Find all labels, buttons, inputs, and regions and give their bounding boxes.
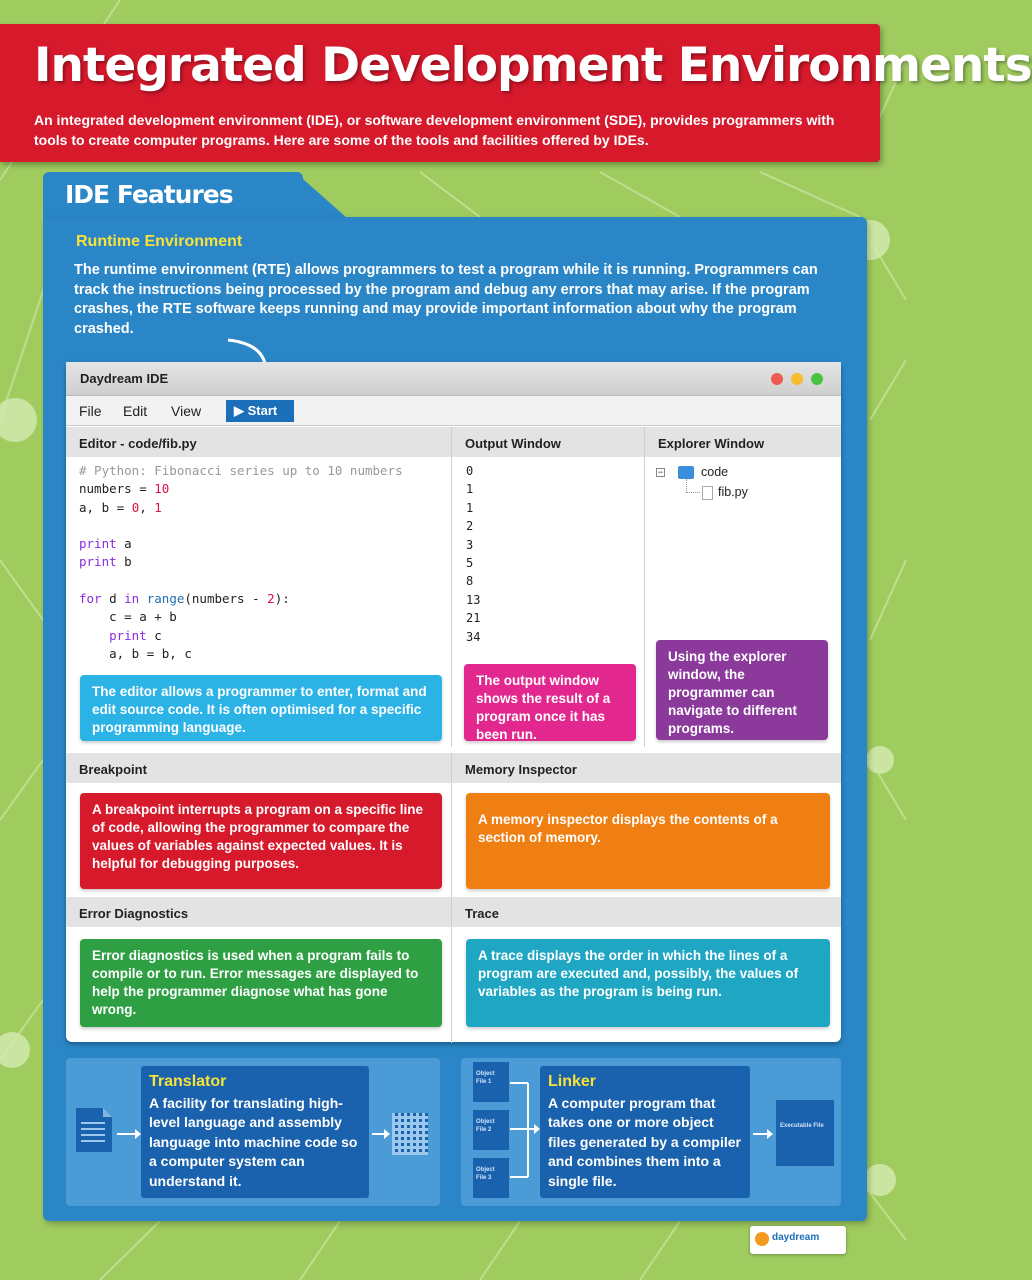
object-file-icon: Object File 2 <box>473 1110 509 1150</box>
arrow-icon <box>372 1133 386 1135</box>
intro-text: An integrated development environment (IDE), or software development environment (SDE), provides programmers with tools to create computer programs. Here are some of the tools and facilities offered by IDEs. <box>34 112 835 148</box>
play-icon: ▶ <box>234 403 248 418</box>
menu-file[interactable]: File <box>79 403 102 419</box>
code-editor[interactable]: # Python: Fibonacci series up to 10 numbers numbers = 10 a, b = 0, 1 print a print b for d in range(numbers - 2): c = a + b print c a, b = b, c <box>79 463 403 661</box>
translator-title: Translator <box>149 1073 227 1090</box>
output-line: 2 <box>466 519 474 534</box>
output-line: 21 <box>466 611 481 626</box>
output-line: 8 <box>466 574 474 589</box>
window-titlebar <box>66 362 841 396</box>
daydream-logo <box>750 1226 846 1254</box>
start-button[interactable] <box>226 400 294 422</box>
collapse-icon[interactable]: − <box>657 467 664 477</box>
explorer-note: Using the explorer window, the programmer can navigate to different programs. <box>656 640 828 740</box>
output-line: 0 <box>466 464 474 478</box>
explorer-header: Explorer Window <box>645 427 841 457</box>
section-tab-corner <box>295 172 347 218</box>
output-line: 5 <box>466 556 474 571</box>
menu-bar <box>66 396 841 426</box>
arrow-icon <box>117 1133 137 1135</box>
menu-view[interactable]: View <box>171 403 202 419</box>
page-title: Integrated Development Environments <box>34 38 1032 93</box>
output-line: 3 <box>466 537 474 552</box>
tree-folder-code[interactable]: code <box>701 465 729 479</box>
tree-connector <box>686 479 700 493</box>
ide-window <box>66 362 841 1042</box>
file-icon <box>702 486 713 500</box>
breakpoint-header: Breakpoint <box>66 753 451 783</box>
merge-arrows-icon <box>510 1075 540 1185</box>
trace-note: A trace displays the order in which the lines of a program are executed and, possibly, the values of variables as the program is being run. <box>466 939 830 1027</box>
memory-header: Memory Inspector <box>452 753 841 783</box>
section-tab-label: IDE Features <box>65 180 233 209</box>
trace-header: Trace <box>452 897 841 927</box>
divider <box>644 427 645 747</box>
output-line: 1 <box>466 500 474 515</box>
output-line: 1 <box>466 482 474 497</box>
output-line: 34 <box>466 629 481 644</box>
arrow-icon <box>753 1133 769 1135</box>
error-note: Error diagnostics is used when a program fails to compile or to run. Error messages are displayed to help the programmer diagnose what has gone wrong. <box>80 939 442 1027</box>
header-banner <box>0 24 1032 162</box>
start-label: Start <box>247 403 278 418</box>
memory-note: A memory inspector displays the contents of a section of memory. <box>466 793 830 889</box>
output-note: The output window shows the result of a program once it has been run. <box>464 664 636 741</box>
close-icon[interactable] <box>771 373 783 385</box>
source-document-icon <box>76 1108 112 1152</box>
file-tree <box>656 465 806 505</box>
linker-text: A computer program that takes one or more object files generated by a compiler and combines them into a single file. <box>548 1094 741 1189</box>
minimize-icon[interactable] <box>791 373 803 385</box>
rte-title: Runtime Environment <box>76 233 243 250</box>
output-list <box>466 462 480 646</box>
output-header: Output Window <box>452 427 644 457</box>
logo-mark-icon <box>755 1232 769 1246</box>
divider <box>451 427 452 747</box>
tree-file-fib[interactable]: fib.py <box>718 485 748 499</box>
window-title: Daydream IDE <box>80 371 169 386</box>
editor-note: The editor allows a programmer to enter, format and edit source code. It is often optimised for a specific programming language. <box>80 675 442 741</box>
object-file-icon: Object File 1 <box>473 1062 509 1102</box>
object-file-icon: Object File 3 <box>473 1158 509 1198</box>
error-header: Error Diagnostics <box>66 897 451 927</box>
linker-box <box>540 1066 750 1198</box>
linker-title: Linker <box>548 1073 597 1090</box>
machine-code-icon <box>392 1113 428 1155</box>
maximize-icon[interactable] <box>811 373 823 385</box>
breakpoint-note: A breakpoint interrupts a program on a specific line of code, allowing the programmer to compare the values of variables against expected values. It is helpful for debugging purposes. <box>80 793 442 889</box>
translator-text: A facility for translating high-level language and assembly language into machine code so a computer system can understand it. <box>149 1094 358 1189</box>
executable-file-icon: Executable File <box>776 1100 834 1166</box>
logo-text: daydream <box>772 1232 820 1243</box>
menu-edit[interactable]: Edit <box>123 403 148 419</box>
section-tab <box>43 172 303 218</box>
folder-icon <box>678 466 694 479</box>
translator-box <box>141 1066 369 1198</box>
rte-text: The runtime environment (RTE) allows programmers to test a program while it is running. Programmers can track the instructions being processed by the program and debug any errors that may arise. If the program crashes, the RTE software keeps running and may provide important information about why the program crashed. <box>74 262 818 337</box>
output-line: 13 <box>466 592 481 607</box>
editor-header: Editor - code/fib.py <box>66 427 451 457</box>
